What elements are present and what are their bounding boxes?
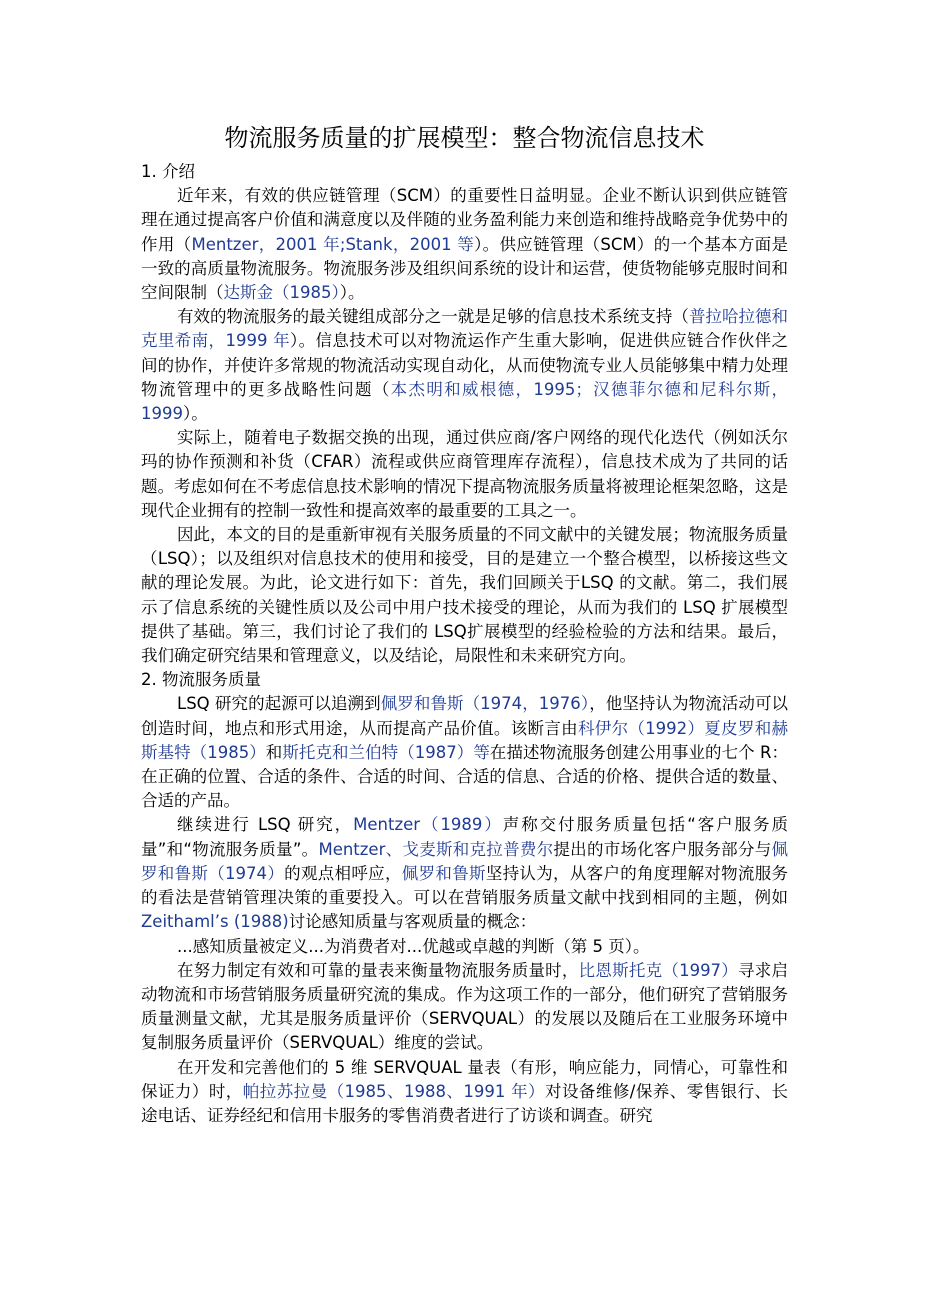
- citation-text: Mentzer，2001 年;Stank，2001 等: [191, 234, 475, 254]
- paragraph-text: ，他坚持认为物流活动可以创造时间，地点和形式用途，从而提高产品价值。该断言由: [141, 694, 789, 738]
- citation-text: 科伊尔（1992）夏皮罗和赫斯基特（1985）: [141, 718, 789, 762]
- paragraph-text: 在努力制定有效和可靠的量表来衡量物流服务质量时，: [177, 960, 579, 980]
- paragraph-text: 声称交付服务质量包括“客户服务质量”和“物流服务质量”。: [141, 815, 788, 859]
- citation-text: 达斯金（1985）: [223, 283, 340, 303]
- paragraph-text: ...感知质量被定义...为消费者对...优越或卓越的判断（第 5 页）。: [177, 936, 650, 956]
- paragraph: [141, 523, 788, 668]
- paragraph-text: 寻求启动物流和市场营销服务质量研究流的集成。作为这项工作的一部分，他们研究了营销服务质量测量文献，尤其是服务质量评价（SERVQUAL）的发展以及随后在工业服务环境中复制服务质量评价（SERVQUAL）维度的尝试。: [141, 960, 789, 1053]
- section-heading: 2. 物流服务质量: [141, 670, 261, 690]
- paragraph-text: 的观点相呼应，: [284, 863, 402, 883]
- citation-text: 普拉哈拉德和克里希南，1999 年: [141, 307, 789, 351]
- citation-text: 佩罗和鲁斯: [401, 863, 486, 883]
- citation-text: 本杰明和威根德，1995；汉德菲尔德和尼科尔斯，1999: [141, 379, 788, 424]
- paragraph-text: 在描述物流服务创建公用事业的七个 R：在正确的位置、合适的条件、合适的时间、合适的信息、合适的价格、提供合适的数量、合适的产品。: [141, 742, 789, 811]
- paragraph: [141, 959, 788, 1056]
- paragraph-text: 提出的市场化客户服务部分与: [553, 839, 772, 859]
- paragraph-text: 因此，本文的目的是重新审视有关服务质量的不同文献中的关键发展；物流服务质量（LSQ）；以及组织对信息技术的使用和接受，目的是建立一个整合模型，以桥接这些文献的理论发展。为此，论文进行如下：首先，我们回顾关于LSQ 的文献。第二，我们展示了信息系统的关键性质以及公司中用户技术接受的理论，从而为我们的 LSQ 扩展模型提供了基础。第三，我们讨论了我们的 LSQ扩展模型的经验检验的方法和结果。最后，我们确定研究结果和管理意义，以及结论，局限性和未来研究方向。: [141, 525, 788, 666]
- paragraph: [141, 184, 788, 305]
- paragraph-text: ）。供应链管理（SCM）的一个基本方面是一致的高质量物流服务。物流服务涉及组织间系统的设计和运营，使货物能够克服时间和空间限制（: [141, 234, 789, 303]
- paragraph: [141, 692, 788, 813]
- block-quote: [141, 935, 788, 959]
- paragraph-text: ）。: [183, 404, 208, 424]
- citation-text: Mentzer、戈麦斯和克拉普费尔: [318, 839, 554, 859]
- paragraph-text: 坚持认为，从客户的角度理解对物流服务的看法是营销管理决策的重要投入。可以在营销服务质量文献中找到相同的主题，例如: [141, 863, 789, 908]
- citation-text: 比恩斯托克（1997）: [578, 960, 739, 980]
- citation-text: 佩罗和鲁斯（1974）: [141, 839, 788, 883]
- paragraph-text: 对设备维修/保养、零售银行、长途电话、证券经纪和信用卡服务的零售消费者进行了访谈和调查。研究: [141, 1081, 789, 1125]
- citation-text: Zeithaml’s (1988): [141, 912, 289, 932]
- citation-text: 斯托克和兰伯特（1987）等: [282, 742, 490, 762]
- paragraph-text: 在开发和完善他们的 5 维 SERVQUAL 量表（有形，响应能力，同情心，可靠性和保证力）时，: [141, 1057, 788, 1101]
- paragraph-text: ）。信息技术可以对物流运作产生重大影响，促进供应链合作伙伴之间的协作，并使许多常规的物流活动实现自动化，从而使物流专业人员能够集中精力处理物流管理中的更多战略性问题（: [141, 331, 788, 399]
- page-title: 物流服务质量的扩展模型：整合物流信息技术: [224, 124, 705, 152]
- citation-text: 帕拉苏拉曼（1985、1988、1991 年）: [242, 1081, 545, 1101]
- paragraph-text: 和: [265, 742, 283, 762]
- paragraph: [141, 305, 788, 426]
- paragraph: [141, 813, 788, 934]
- paragraph: [141, 426, 788, 523]
- paragraph-text: 讨论感知质量与客观质量的概念：: [288, 912, 537, 932]
- paragraph-text: 有效的物流服务的最关键组成部分之一就是足够的信息技术系统支持（: [177, 307, 689, 327]
- paragraph-text: 实际上，随着电子数据交换的出现，通过供应商/客户网络的现代化迭代（例如沃尔玛的协作预测和补货（CFAR）流程或供应商管理库存流程），信息技术成为了共同的话题。考虑如何在不考虑信息技术影响的情况下提高物流服务质量将被理论框架忽略，这是现代企业拥有的控制一致性和提高效率的最重要的工具之一。: [141, 428, 788, 520]
- paragraph-text: 继续进行 LSQ 研究，: [177, 815, 354, 835]
- section-heading: 1. 介绍: [141, 162, 195, 181]
- document-body: [141, 160, 788, 1128]
- paragraph: [141, 1056, 788, 1129]
- paragraph-text: 近年来，有效的供应链管理（SCM）的重要性日益明显。企业不断认识到供应链管理在通过提高客户价值和满意度以及伴随的业务盈利能力来创造和维持战略竞争优势中的作用（: [141, 186, 788, 254]
- paragraph-text: ）。: [339, 283, 365, 303]
- citation-text: 佩罗和鲁斯（1974，1976）: [380, 694, 590, 714]
- citation-text: Mentzer（1989）: [353, 815, 503, 835]
- paragraph-text: LSQ 研究的起源可以追溯到: [177, 694, 381, 714]
